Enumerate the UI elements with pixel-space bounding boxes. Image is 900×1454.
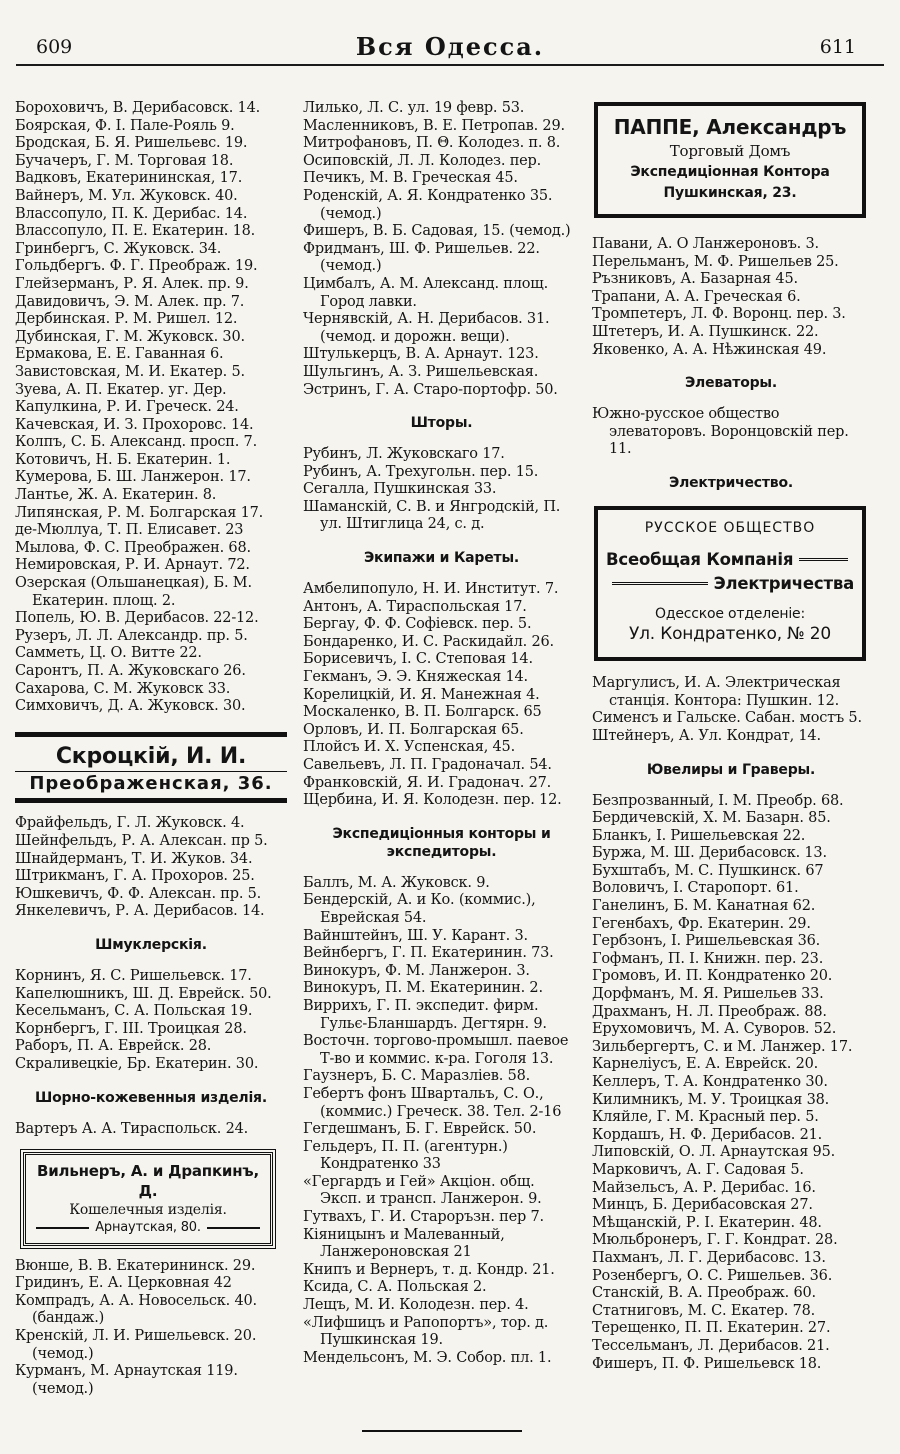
listing-entry: Ксида, С. А. Польская 2.	[303, 1279, 487, 1296]
listing-entry: Юшкевичъ, Ф. Ф. Алексан. пр. 5.	[15, 885, 262, 902]
page-header	[0, 0, 900, 66]
listing-entry: Вайнеръ, М. Ул. Жуковск. 40.	[15, 187, 238, 204]
section-heading: Шторы.	[410, 415, 473, 432]
section-heading: Экипажи и Кареты.	[363, 550, 520, 567]
listing-entry: Гекманъ, Э. Э. Княжеская 14.	[303, 669, 528, 686]
listing-group	[303, 875, 580, 1368]
listing-entry: Капулкина, Р. И. Греческ. 24.	[15, 399, 239, 416]
listing-entry: Воловичъ, I. Старопорт. 61.	[592, 880, 799, 897]
listing-entry: Перельманъ, М. Ф. Ришельев 25.	[592, 253, 839, 270]
listing-entry: Печикъ, М. В. Греческая 45.	[303, 170, 518, 187]
listing-entry: Корелицкій, И. Я. Манежная 4.	[303, 686, 540, 703]
listing-entry: Кордашъ, Н. Ф. Дерибасов. 21.	[592, 1126, 823, 1143]
listing-entry: Озерская (Ольшанецкая), Б. М. Екатерин. площ. 2.	[15, 575, 252, 609]
listing-entry: Пахманъ, Л. Г. Дерибасовс. 13.	[592, 1249, 826, 1266]
listing-entry: Келлеръ, Т. А. Кондратенко 30.	[592, 1074, 828, 1090]
advert-pappe	[594, 102, 866, 218]
listing-entry: Майзельсъ, А. Р. Дерибас. 16.	[592, 1179, 816, 1196]
listing-entry: Тессельманъ, Л. Дерибасов. 21.	[592, 1337, 830, 1354]
listing-entry: Минцъ, Б. Дерибасовская 27.	[592, 1197, 813, 1214]
listing-entry: Штейнеръ, А. Ул. Кондрат, 14.	[592, 727, 821, 744]
listing-group	[592, 236, 870, 359]
listing-entry: Вадковъ, Екатерининская, 17.	[15, 170, 243, 187]
listing-entry: Глейзерманъ, Р. Я. Алек. пр. 9.	[15, 275, 249, 292]
listing-entry: Мѣщанскій, Р. I. Екатерин. 48.	[592, 1214, 822, 1231]
advert-line: РУССКОЕ ОБЩЕСТВО	[644, 519, 816, 536]
listing-entry: Винокуръ, Ф. М. Ланжерон. 3.	[303, 962, 530, 979]
listing-group	[15, 1258, 287, 1399]
listing-entry: Гринбергъ, С. Жуковск. 34.	[15, 240, 222, 257]
listing-entry: Розенбергъ, О. С. Ришельев. 36.	[592, 1267, 833, 1284]
listing-entry: Буржа, М. Ш. Дерибасовск. 13.	[592, 845, 827, 862]
listing-entry: Янкелевичъ, Р. А. Дерибасов. 14.	[15, 903, 265, 920]
listing-entry: Восточн. торгово-промышл. паевое Т-во и коммис. к-ра. Гоголя 13.	[303, 1033, 569, 1067]
listing-entry: Фишеръ, В. Б. Садовая, 15. (чемод.)	[303, 223, 571, 240]
listing-entry: Гридинъ, Е. А. Церковная 42	[15, 1275, 232, 1292]
listing-entry: Винокуръ, П. М. Екатеринин. 2.	[303, 980, 543, 997]
listing-entry: Компрадъ, А. А. Новосельск. 40. (бандаж.)	[15, 1292, 257, 1327]
listing-entry: Лилько, Л. С. ул. 19 февр. 53.	[303, 100, 525, 116]
listing-entry: «Лифшицъ и Рапопортъ», тор. д. Пушкинская 19.	[303, 1314, 549, 1349]
listing-entry: Громовъ, И. П. Кондратенко 20.	[592, 968, 833, 985]
listing-group	[15, 968, 287, 1074]
advert-line: Одесское отделеніе:	[655, 605, 805, 622]
listing-entry: Москаленко, В. П. Болгарск. 65	[303, 704, 542, 721]
advert-line: Торговый Домъ	[669, 142, 791, 160]
listing-group	[592, 406, 870, 459]
listing-entry: Качевская, И. З. Прохоровс. 14.	[15, 416, 254, 433]
advert-name: Скроцкій, И. И.	[55, 743, 247, 769]
advert-address: Арнаутская, 80.	[95, 1220, 201, 1236]
listing-entry: Кренскій, Л. И. Ришельевск. 20. (чемод.)	[15, 1328, 257, 1362]
listing-entry: Бухштабъ, М. С. Пушкинск. 67	[592, 862, 824, 879]
advert-line-row	[606, 572, 854, 596]
listing-entry: Осиповскій, Л. Л. Колодез. пер.	[303, 152, 542, 169]
section-heading: Элеваторы.	[684, 375, 778, 392]
listing-entry: Павани, А. О Ланжероновъ. 3.	[592, 236, 819, 252]
listing-entry: Гегенбахъ, Фр. Екатерин. 29.	[592, 915, 811, 932]
listing-entry: Саронтъ, П. А. Жуковскаго 26.	[15, 663, 246, 679]
listing-entry: Бердичевскій, Х. М. Базарн. 85.	[592, 810, 831, 827]
listing-group	[15, 1121, 287, 1139]
listing-entry: Корнбергъ, Г. III. Троицкая 28.	[15, 1020, 247, 1037]
listing-entry: Бендерскій, А. и Ко. (коммис.), Еврейская 54.	[303, 892, 536, 926]
listing-entry: Мылова, Ф. С. Преображен. 68.	[15, 539, 251, 556]
advert-address: Преображенская, 36.	[15, 771, 287, 793]
listing-entry: Терещенко, П. П. Екатерин. 27.	[592, 1320, 831, 1337]
listing-entry: Ерухомовичъ, М. А. Суворов. 52.	[592, 1021, 837, 1038]
listing-entry: Бучачеръ, Г. М. Торговая 18.	[15, 152, 234, 169]
section-heading: Ювелиры и Граверы.	[646, 761, 816, 778]
advert-company: Электричества	[713, 573, 854, 593]
column-left	[15, 100, 287, 1398]
listing-entry: Килимникъ, М. У. Троицкая 38.	[592, 1091, 830, 1108]
listing-entry: Сегалла, Пушкинская 33.	[303, 481, 497, 498]
listing-entry: Дербинская. Р. М. Ришел. 12.	[15, 311, 238, 328]
listing-entry: Митрофановъ, П. Θ. Колодез. п. 8.	[303, 135, 561, 152]
listing-entry: Вюнше, В. В. Екатерининск. 29.	[15, 1257, 256, 1274]
listing-entry: Баллъ, М. А. Жуковск. 9.	[303, 874, 490, 891]
listing-entry: Шнайдерманъ, Т. И. Жуков. 34.	[15, 850, 253, 867]
listing-entry: Сахарова, С. М. Жуковск 33.	[15, 680, 231, 697]
advert-name: Вильнеръ, А. и Драпкинъ, Д.	[37, 1162, 259, 1201]
advert-rule	[207, 1227, 260, 1229]
listing-entry: Боярская, Ф. I. Пале-Рояль 9.	[15, 117, 235, 134]
listing-entry: Гутвахъ, Г. И. Староръзн. пер 7.	[303, 1209, 544, 1226]
listing-entry: Шейнфельдъ, Р. А. Алексан. пр 5.	[15, 832, 268, 849]
listing-entry: Марковичъ, А. Г. Садовая 5.	[592, 1161, 804, 1178]
listing-entry: Франковскій, Я. И. Градонач. 27.	[303, 774, 552, 791]
listing-entry: Бондаренко, И. С. Раскидайл. 26.	[303, 633, 554, 650]
listing-entry: Гегдешманъ, Б. Г. Еврейск. 50.	[303, 1121, 537, 1138]
advert-subtitle: Кошелечныя изделія.	[69, 1202, 227, 1219]
listing-entry: Рубинъ, А. Трехугольн. пер. 15.	[303, 463, 539, 480]
listing-entry: Лантье, Ж. А. Екатерин. 8.	[15, 487, 217, 504]
listing-entry: Борисевичъ, I. С. Степовая 14.	[303, 651, 533, 668]
listing-entry: Фридманъ, Ш. Ф. Ришельев. 22. (чемод.)	[303, 240, 540, 275]
listing-entry: Корнинъ, Я. С. Ришельевск. 17.	[15, 967, 252, 984]
section-heading: Электричество.	[669, 474, 793, 491]
listing-entry: Рузеръ, Л. Л. Александр. пр. 5.	[15, 627, 248, 644]
advert-company: Всеобщая Компанія	[606, 549, 794, 569]
advert-rule	[612, 582, 708, 585]
listing-entry: Роденскій, А. Я. Кондратенко 35. (чемод.)	[303, 187, 553, 222]
listing-entry: Курманъ, М. Арнаутская 119. (чемод.)	[15, 1363, 238, 1397]
page-number-left: 609	[36, 36, 73, 58]
listing-entry: Шаманскій, С. В. и Янгродскій, П. ул. Штиглица 24, с. д.	[303, 498, 561, 533]
listing-entry: Сименсъ и Гальске. Сабан. мостъ 5.	[592, 710, 862, 727]
advert-address: Ул. Кондратенко, № 20	[628, 624, 832, 645]
listing-entry: Амбелипопуло, Н. И. Институт. 7.	[303, 581, 559, 598]
listing-entry: Лещъ, М. И. Колодезн. пер. 4.	[303, 1297, 529, 1314]
listing-entry: Дубинская, Г. М. Жуковск. 30.	[15, 328, 245, 345]
listing-entry: Орловъ, И. П. Болгарская 65.	[303, 721, 524, 738]
advert-rule	[36, 1227, 89, 1229]
listing-entry: Драхманъ, Н. Л. Преображ. 88.	[592, 1003, 827, 1020]
listing-entry: Давидовичъ, Э. М. Алек. пр. 7.	[15, 293, 245, 310]
listing-entry: Вайнштейнъ, Ш. У. Карант. 3.	[303, 927, 528, 944]
listing-entry: Карнеліусъ, Е. А. Еврейск. 20.	[592, 1056, 819, 1073]
listing-entry: Капелюшникъ, Ш. Д. Еврейск. 50.	[15, 985, 272, 1002]
page-title: Вся Одесса.	[355, 32, 545, 61]
listing-entry: Зильбергертъ, С. и М. Ланжер. 17.	[592, 1038, 853, 1055]
listing-entry: Эстринъ, Г. А. Старо-портофр. 50.	[303, 381, 558, 398]
listing-entry: Статниговъ, М. С. Екатер. 78.	[592, 1302, 816, 1319]
listing-entry: Антонъ, А. Тираспольская 17.	[303, 598, 527, 615]
listing-entry: Влассопуло, П. К. Дерибас. 14.	[15, 205, 248, 222]
listing-entry: Маргулисъ, И. А. Электрическая станція. Контора: Пушкин. 12.	[592, 675, 841, 709]
listing-entry: Ръзниковъ, А. Базарная 45.	[592, 271, 798, 288]
advert-rule	[799, 558, 848, 561]
listing-entry: Трапани, А. А. Греческая 6.	[592, 288, 801, 305]
listing-entry: Завистовская, М. И. Екатер. 5.	[15, 363, 245, 380]
listing-entry: Рубинъ, Л. Жуковскаго 17.	[303, 446, 505, 463]
column-middle	[303, 100, 580, 1367]
listing-entry: Скраливецкіе, Бр. Екатерин. 30.	[15, 1055, 259, 1072]
section-heading: Шорно-кожевенныя изделія.	[35, 1089, 267, 1106]
listing-entry: Гофманъ, П. I. Книжн. пер. 23.	[592, 950, 824, 967]
listing-entry: Попель, Ю. В. Дерибасов. 22-12.	[15, 610, 259, 627]
section-heading: Шмуклерскія.	[95, 936, 207, 953]
listing-entry: Фишеръ, П. Ф. Ришельевск 18.	[592, 1355, 822, 1372]
listing-entry: Вартеръ А. А. Тираспольск. 24.	[15, 1120, 249, 1137]
listing-entry: Южно-русское общество элеваторовъ. Воронцовскій пер. 11.	[592, 406, 849, 458]
listing-entry: Ермакова, Е. Е. Гаванная 6.	[15, 346, 224, 363]
listing-entry: Бергау, Ф. Ф. Софіевск. пер. 5.	[303, 616, 532, 633]
listing-entry: Савельевъ, Л. П. Градоначал. 54.	[303, 757, 552, 773]
listing-entry: Самметь, Ц. О. Витте 22.	[15, 645, 202, 662]
listing-entry: Фрайфельдъ, Г. Л. Жуковск. 4.	[15, 815, 245, 832]
listing-entry: Липянская, Р. М. Болгарская 17.	[15, 504, 264, 521]
advert-line: Экспедиціонная Контора	[630, 164, 830, 180]
listing-entry: Гельдеръ, П. П. (агентурн.) Кондратенко 33	[303, 1138, 508, 1173]
header-rule	[16, 64, 884, 66]
listing-entry: Влассопуло, П. Е. Екатерин. 18.	[15, 223, 256, 240]
listing-entry: Кумерова, Б. Ш. Ланжерон. 17.	[15, 469, 251, 486]
listing-entry: Колпъ, С. Б. Александ. просп. 7.	[15, 434, 257, 451]
listing-group	[303, 446, 580, 534]
listing-entry: Штулькерцъ, В. А. Арнаут. 123.	[303, 346, 539, 363]
listing-entry: Вейнбергъ, Г. П. Екатеринин. 73.	[303, 945, 554, 962]
listing-entry: Гаузнеръ, Б. С. Маразліев. 58.	[303, 1068, 531, 1085]
listing-entry: Плойсъ И. Х. Успенская, 45.	[303, 739, 515, 756]
advert-vilner	[23, 1152, 273, 1246]
listing-entry: Тромпетеръ, Л. Ф. Воронц. пер. 3.	[592, 306, 846, 323]
listing-entry: Бороховичъ, В. Дерибасовск. 14.	[15, 100, 261, 116]
advert-address: Пушкинская, 23.	[663, 185, 797, 201]
advert-russian-society	[594, 506, 866, 661]
footer-rule	[362, 1430, 522, 1432]
listing-entry: Масленниковъ, В. Е. Петропав. 29.	[303, 117, 565, 134]
listing-group	[15, 815, 287, 921]
listing-entry: Щербина, И. Я. Колодезн. пер. 12.	[303, 792, 562, 809]
section-heading: Экспедиціонныя конторы и экспедиторы.	[332, 825, 551, 860]
listing-entry: Зуева, А. П. Екатер. уг. Дер.	[15, 381, 227, 398]
listing-entry: Мендельсонъ, М. Э. Собор. пл. 1.	[303, 1349, 552, 1366]
page-number-right: 611	[819, 36, 856, 58]
listing-entry: «Гергардъ и Гей» Акціон. общ. Эксп. и трансп. Ланжерон. 9.	[303, 1173, 542, 1208]
listing-group	[592, 675, 870, 745]
listing-entry: Кляйле, Г. М. Красный пер. 5.	[592, 1109, 819, 1126]
column-right	[592, 100, 870, 1373]
listing-entry: Шульгинъ, А. З. Ришельевская.	[303, 363, 539, 380]
advert-line-row	[606, 548, 854, 572]
listing-entry: Чернявскій, А. Н. Дерибасов. 31. (чемод. и дорожн. вещи).	[303, 311, 550, 345]
listing-entry: Штетеръ, И. А. Пушкинск. 22.	[592, 323, 819, 340]
listing-entry: де-Мюллуа, Т. П. Елисавет. 23	[15, 522, 244, 539]
listing-group	[592, 793, 870, 1374]
listing-entry: Липовскій, О. Л. Арнаутская 95.	[592, 1144, 836, 1161]
listing-entry: Бланкъ, I. Ришельевская 22.	[592, 827, 806, 844]
listing-entry: Симховичъ, Д. А. Жуковск. 30.	[15, 698, 246, 715]
advert-skrotsky	[15, 732, 287, 804]
listing-entry: Гебертъ фонъ Швартальъ, С. О., (коммис.) Греческ. 38. Тел. 2-16	[303, 1085, 562, 1120]
advert-name: ПАППЕ, Александръ	[613, 115, 847, 139]
listing-entry: Кесельманъ, С. А. Польская 19.	[15, 1003, 253, 1020]
listing-entry: Гербзонъ, I. Ришельевская 36.	[592, 933, 821, 950]
listing-entry: Немировская, Р. И. Арнаут. 72.	[15, 557, 250, 574]
listing-entry: Ганелинъ, Б. М. Канатная 62.	[592, 898, 816, 915]
listing-entry: Штрикманъ, Г. А. Прохоров. 25.	[15, 868, 255, 885]
listing-entry: Кіяницынъ и Малеванный, Ланжероновская 21	[303, 1226, 505, 1261]
listing-group	[15, 100, 287, 716]
advert-address-row	[30, 1219, 266, 1237]
listing-entry: Раборъ, П. А. Еврейск. 28.	[15, 1038, 212, 1055]
listing-entry: Гольдбергъ. Ф. Г. Преображ. 19.	[15, 258, 258, 275]
listing-entry: Яковенко, А. А. Нѣжинская 49.	[592, 341, 827, 358]
listing-group	[303, 100, 580, 399]
listing-entry: Мюльбронеръ, Г. Г. Кондрат. 28.	[592, 1232, 838, 1249]
listing-entry: Котовичъ, Н. Б. Екатерин. 1.	[15, 451, 231, 468]
listing-entry: Станскій, В. А. Преображ. 60.	[592, 1285, 816, 1302]
listing-group	[303, 581, 580, 810]
listing-entry: Безпрозванный, I. М. Преобр. 68.	[592, 792, 844, 809]
listing-entry: Дорфманъ, М. Я. Ришельев 33.	[592, 986, 824, 1003]
listing-entry: Виррихъ, Г. П. экспедит. фирм. Гульє-Бланшардъ. Дегтярн. 9.	[303, 997, 547, 1032]
listing-entry: Бродская, Б. Я. Ришельевс. 19.	[15, 135, 248, 152]
listing-entry: Цимбалъ, А. М. Александ. площ. Город лавки.	[303, 275, 548, 310]
listing-entry: Книпъ и Вернеръ, т. д. Кондр. 21.	[303, 1261, 555, 1278]
